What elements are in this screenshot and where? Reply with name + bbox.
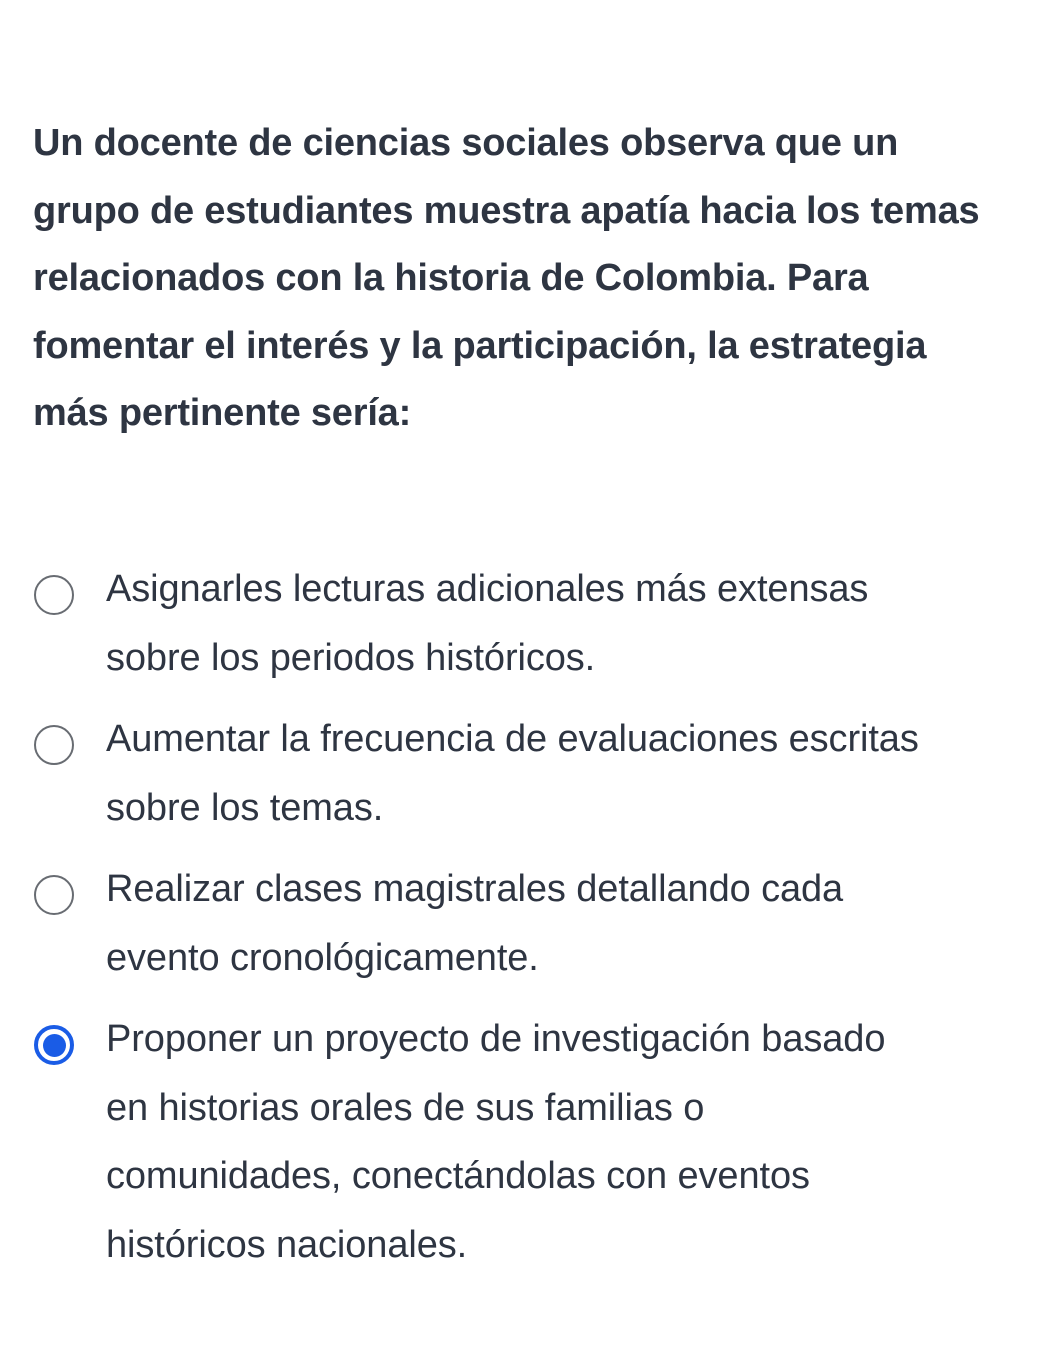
option-3[interactable] — [0, 855, 1052, 992]
option-4[interactable] — [0, 1005, 1052, 1279]
question-text: Un docente de ciencias sociales observa que un grupo de estudiantes muestra apatía hacia los temas relacionados con la historia de Colombia. Para fomentar el interés y la participación, la estrategia más pertinente sería: — [33, 122, 980, 434]
option-label[interactable]: Asignarles lecturas adicionales más extensas sobre los periodos históricos. — [106, 568, 869, 679]
radio-button-unselected[interactable] — [34, 875, 74, 915]
option-1[interactable] — [0, 555, 1052, 692]
option-2[interactable] — [0, 705, 1052, 842]
option-label[interactable]: Realizar clases magistrales detallando cada evento cronológicamente. — [106, 868, 844, 979]
radio-button-selected[interactable] — [34, 1025, 74, 1065]
radio-button-unselected[interactable] — [34, 575, 74, 615]
radio-button-unselected[interactable] — [34, 725, 74, 765]
option-label[interactable]: Proponer un proyecto de investigación basado en historias orales de sus familias o comunidades, conectándolas con eventos históricos nacionales. — [106, 1018, 886, 1266]
option-label[interactable]: Aumentar la frecuencia de evaluaciones escritas sobre los temas. — [106, 718, 919, 829]
answer-options — [0, 555, 1052, 1292]
